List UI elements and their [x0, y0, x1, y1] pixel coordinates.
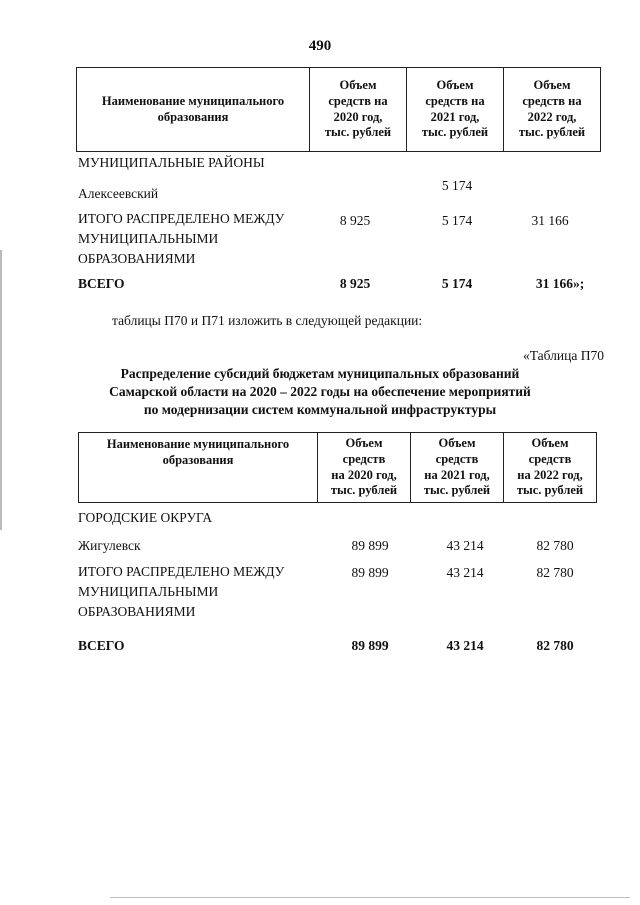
table2-row-value-2020: 89 899 — [351, 538, 389, 553]
table-title-line: Распределение субсидий бюджетам муниципальных образований — [120, 366, 520, 381]
table2-itogo-name: ИТОГО РАСПРЕДЕЛЕНО МЕЖДУ МУНИЦИПАЛЬНЫМИ ОБРАЗОВАНИЯМИ — [78, 564, 285, 619]
table2-row-value-2021: 43 214 — [446, 538, 484, 553]
table1-section-title: МУНИЦИПАЛЬНЫЕ РАЙОНЫ — [78, 155, 265, 170]
table2-header-name: Наименование муниципального образования — [79, 433, 318, 503]
table2-header-2020: Объем средств на 2020 год, тыс. рублей — [318, 433, 411, 503]
table2-header-2021: Объем средств на 2021 год, тыс. рублей — [411, 433, 504, 503]
table1-header-2020: Объем средств на 2020 год, тыс. рублей — [310, 68, 407, 152]
table-label: «Таблица П70 — [523, 348, 604, 363]
table2-total-label: ВСЕГО — [78, 638, 125, 653]
table1-total-value-2021: 5 174 — [441, 276, 473, 291]
table2-total-value-2020: 89 899 — [351, 638, 389, 653]
table2-total-value-2021: 43 214 — [446, 638, 484, 653]
table1-header-name: Наименование муниципального образования — [77, 68, 310, 152]
page-number: 490 — [308, 38, 332, 54]
table1-itogo-value-2021: 5 174 — [441, 213, 473, 228]
table1-total-label: ВСЕГО — [78, 276, 125, 291]
table2-itogo-value-2021: 43 214 — [446, 565, 484, 580]
table-title-line: Самарской области на 2020 – 2022 годы на обеспечение мероприятий — [109, 384, 531, 399]
table1-itogo-name: ИТОГО РАСПРЕДЕЛЕНО МЕЖДУ МУНИЦИПАЛЬНЫМИ ОБРАЗОВАНИЯМИ — [78, 211, 285, 266]
table1-header-2021: Объем средств на 2021 год, тыс. рублей — [407, 68, 504, 152]
table2-header-2022: Объем средств на 2022 год, тыс. рублей — [504, 433, 597, 503]
table2-itogo-value-2020: 89 899 — [351, 565, 389, 580]
table2-total-value-2022: 82 780 — [536, 638, 574, 653]
table1-header-2022: Объем средств на 2022 год, тыс. рублей — [504, 68, 601, 152]
scan-bottom-mark — [110, 897, 630, 898]
table1-header — [76, 67, 601, 152]
table1-itogo-value-2020: 8 925 — [339, 213, 371, 228]
table2-row-name: Жигулевск — [78, 538, 141, 553]
table1-itogo-value-2022: 31 166 — [531, 213, 569, 228]
table1-total-value-2020: 8 925 — [339, 276, 371, 291]
amendment-text: таблицы П70 и П71 изложить в следующей редакции: — [112, 313, 423, 328]
table2-row-value-2022: 82 780 — [536, 538, 574, 553]
table1-row-name: Алексеевский — [78, 186, 159, 201]
table1-total-value-2022: 31 166»; — [535, 276, 585, 291]
table2-header — [78, 432, 597, 503]
scan-edge-mark — [0, 250, 2, 530]
table2-section-title: ГОРОДСКИЕ ОКРУГА — [78, 510, 213, 525]
table2-itogo-value-2022: 82 780 — [536, 565, 574, 580]
table1-row-value-2021: 5 174 — [441, 178, 473, 193]
table-title-line: по модернизации систем коммунальной инфраструктуры — [143, 402, 497, 417]
